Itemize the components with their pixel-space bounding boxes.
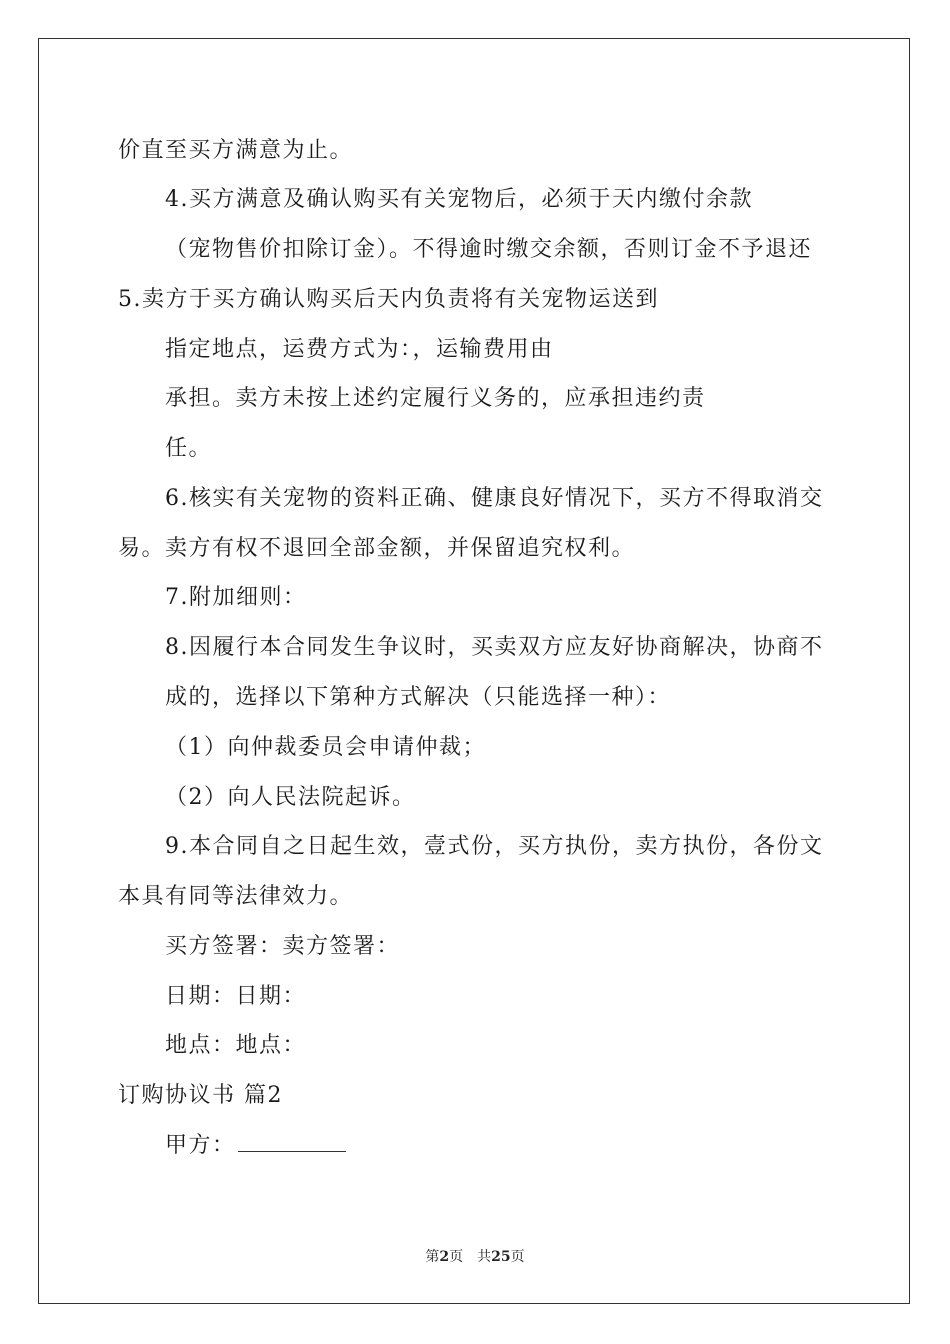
page-footer: [0, 1247, 950, 1267]
clause-5-line-3: 承担。卖方未按上述约定履行义务的，应承担违约责: [165, 386, 706, 411]
clause-8-option-2: （2）向人民法院起诉。: [165, 785, 416, 810]
clause-9-line-2: 本具有同等法律效力。: [118, 884, 354, 909]
clause-9-line-1: 9.本合同自之日起生效，壹式份，买方执份，卖方执份，各份文: [165, 834, 824, 859]
clause-4-line-1: 4.买方满意及确认购买有关宠物后，必须于天内缴付余款: [165, 187, 753, 212]
clause-5-line-1: 5.卖方于买方确认购买后天内负责将有关宠物运送到: [118, 287, 659, 312]
page-border: [38, 38, 910, 1304]
party-a-label: 甲方：: [165, 1133, 236, 1158]
footer-page-total: 25: [491, 1249, 511, 1265]
clause-8-option-1: （1）向仲裁委员会申请仲裁；: [165, 735, 486, 760]
clause-4-line-2: （宠物售价扣除订金）。不得逾时缴交余额，否则订金不予退还: [165, 237, 813, 262]
footer-page-current: 2: [439, 1249, 450, 1265]
footer-page-unit: 页: [449, 1249, 464, 1265]
clause-5-line-2: 指定地点，运费方式为：，运输费用由: [165, 337, 554, 362]
footer-total-unit: 页: [510, 1249, 525, 1265]
signature-line: 买方签署：卖方签署：: [165, 934, 401, 959]
clause-6-line-1: 6.核实有关宠物的资料正确、健康良好情况下，买方不得取消交: [165, 486, 824, 511]
clause-8-line-2: 成的，选择以下第种方式解决（只能选择一种）：: [165, 685, 672, 710]
clause-6-line-2: 易。卖方有权不退回全部金额，并保留追究权利。: [118, 536, 636, 561]
party-a-line: [165, 1131, 346, 1161]
paragraph-line-1: 价直至买方满意为止。: [118, 138, 354, 163]
clause-5-line-4: 任。: [165, 436, 213, 461]
clause-7-line: 7.附加细则：: [165, 585, 307, 610]
location-line: 地点：地点：: [165, 1033, 307, 1058]
section-heading: 订购协议书 篇2: [118, 1083, 283, 1108]
date-line: 日期：日期：: [165, 984, 307, 1009]
footer-page-prefix: 第: [425, 1249, 440, 1265]
clause-8-line-1: 8.因履行本合同发生争议时，买卖双方应友好协商解决，协商不: [165, 635, 824, 660]
party-a-blank: [238, 1131, 346, 1152]
footer-total-prefix: 共: [477, 1249, 492, 1265]
